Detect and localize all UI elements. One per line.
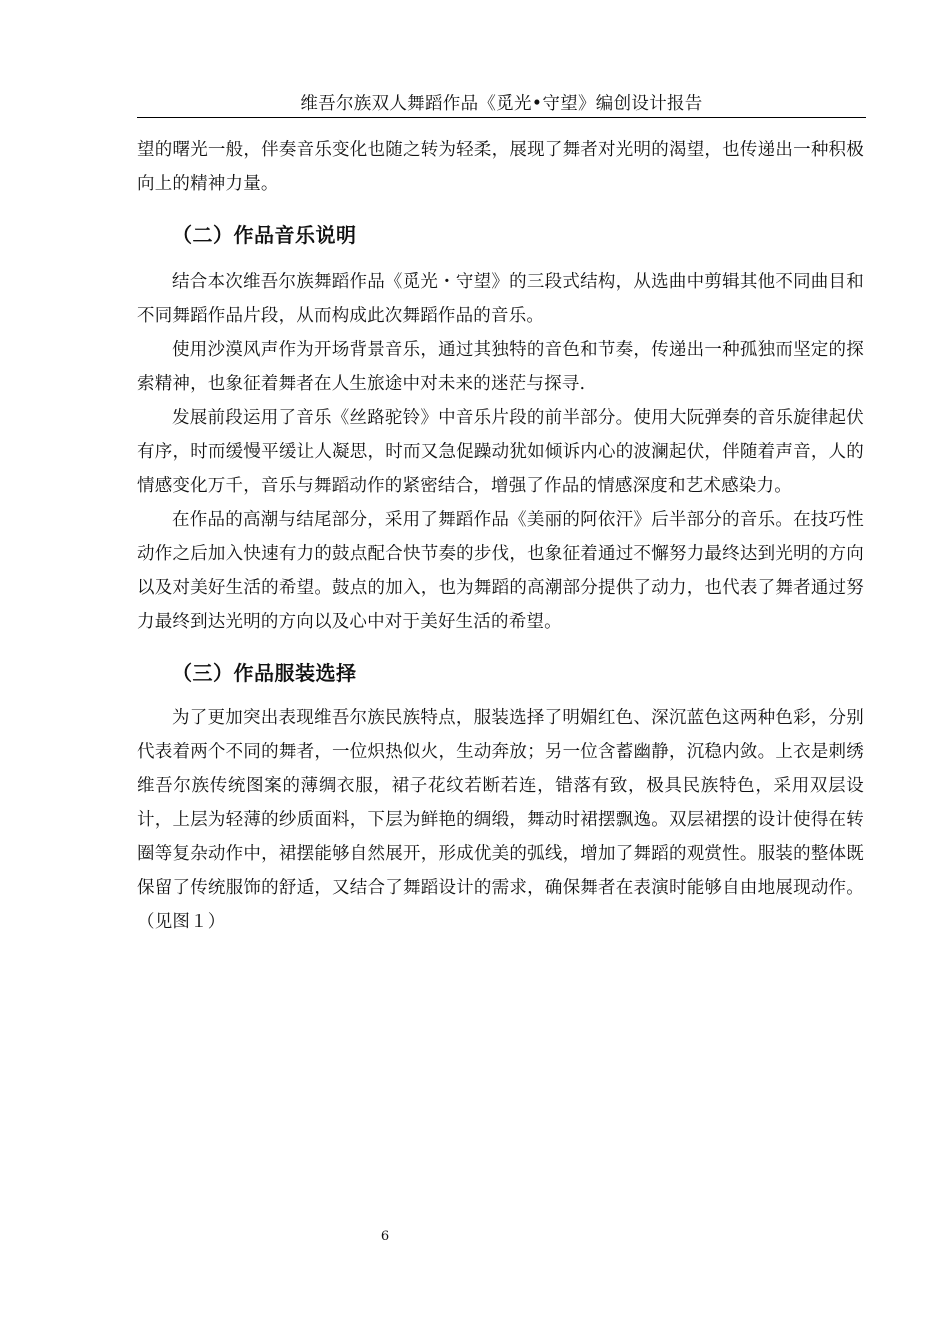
music-paragraph-2: 使用沙漠风声作为开场背景音乐，通过其独特的音色和节奏，传递出一种孤独而坚定的探索精神，也象征着舞者在人生旅途中对未来的迷茫与探寻. xyxy=(137,340,864,394)
music-paragraph-1: 结合本次维吾尔族舞蹈作品《觅光・守望》的三段式结构，从选曲中剪辑其他不同曲目和不同舞蹈作品片段，从而构成此次舞蹈作品的音乐。 xyxy=(137,272,864,326)
music-paragraph-3: 发展前段运用了音乐《丝路驼铃》中音乐片段的前半部分。使用大阮弹奏的音乐旋律起伏有序，时而缓慢平缓让人凝思，时而又急促躁动犹如倾诉内心的波澜起伏，伴随着声音，人的情感变化万千，音乐与舞蹈动作的紧密结合，增强了作品的情感深度和艺术感染力。 xyxy=(137,408,864,496)
header-rule xyxy=(137,117,866,118)
document-body xyxy=(137,133,864,939)
section-title-costume: （三）作品服装选择 xyxy=(172,661,357,685)
running-header: 维吾尔族双人舞蹈作品《觅光•守望》编创设计报告 xyxy=(300,94,703,114)
costume-paragraph-1: 为了更加突出表现维吾尔族民族特点，服装选择了明媚红色、深沉蓝色这两种色彩，分别代表着两个不同的舞者，一位炽热似火，生动奔放；另一位含蓄幽静，沉稳内敛。上衣是刺绣维吾尔族传统图案的薄绸衣服，裙子花纹若断若连，错落有致，极具民族特色，采用双层设计，上层为轻薄的纱质面料，下层为鲜艳的绸缎，舞动时裙摆飘逸。双层裙摆的设计使得在转圈等复杂动作中，裙摆能够自然展开，形成优美的弧线，增加了舞蹈的观赏性。服装的整体既保留了传统服饰的舒适，又结合了舞蹈设计的需求，确保舞者在表演时能够自由地展现动作。（见图１） xyxy=(137,708,864,932)
page-number: 6 xyxy=(380,1229,390,1244)
music-paragraph-4: 在作品的高潮与结尾部分，采用了舞蹈作品《美丽的阿依汗》后半部分的音乐。在技巧性动作之后加入快速有力的鼓点配合快节奏的步伐，也象征着通过不懈努力最终达到光明的方向以及对美好生活的希望。鼓点的加入，也为舞蹈的高潮部分提供了动力，也代表了舞者通过努力最终到达光明的方向以及心中对于美好生活的希望。 xyxy=(137,510,864,632)
section-title-music: （二）作品音乐说明 xyxy=(172,223,357,247)
continued-paragraph: 望的曙光一般，伴奏音乐变化也随之转为轻柔，展现了舞者对光明的渴望，也传递出一种积极向上的精神力量。 xyxy=(137,140,864,194)
